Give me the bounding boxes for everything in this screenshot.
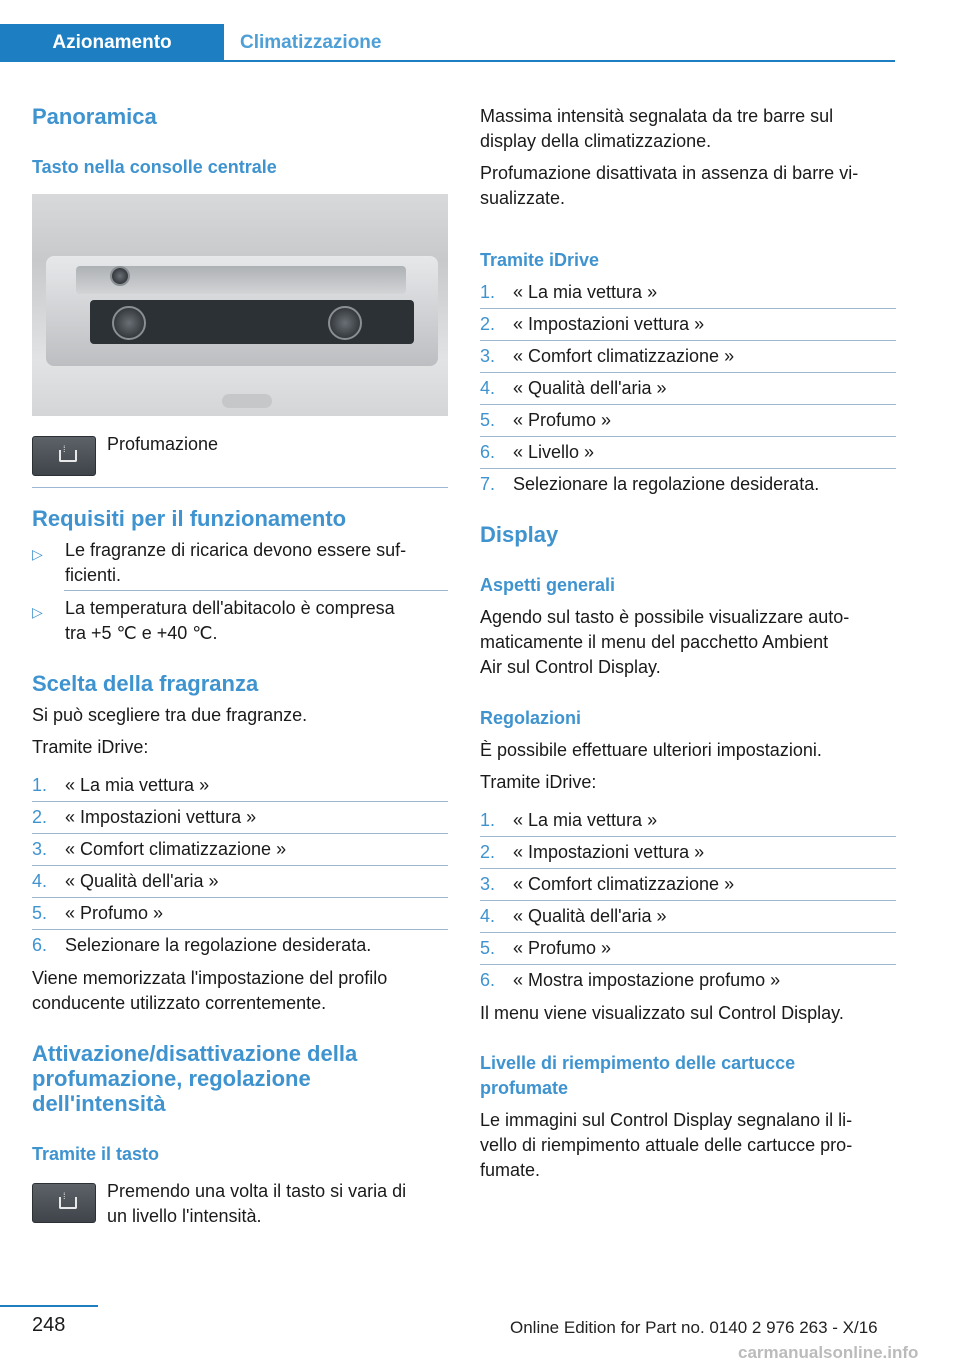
divider [480, 436, 896, 437]
list-item-label: « Impostazioni vettura » [513, 842, 705, 862]
list-number: 3. [480, 346, 496, 366]
divider [32, 865, 448, 866]
list-number: 4. [32, 871, 48, 891]
tab-climatizzazione[interactable]: Climatizzazione [240, 32, 382, 53]
heading-requisiti: Requisiti per il funzionamento [32, 506, 347, 531]
left-knob [112, 306, 146, 340]
list-item: ▷ La temperatura dell'abitacolo è compresa tra +5 ℃ e +40 ℃. [32, 598, 395, 643]
heading-livelli: profumate [480, 1078, 569, 1098]
divider [480, 868, 896, 869]
list-item [32, 773, 448, 798]
paragraph: conducente utilizzato correntemente. [32, 993, 327, 1013]
divider [480, 372, 896, 373]
right-knob [328, 306, 362, 340]
paragraph: Tramite iDrive: [480, 772, 597, 792]
list-number: 4. [480, 378, 496, 398]
list-number: 1. [480, 282, 496, 302]
list-number: 3. [32, 839, 48, 859]
paragraph: Il menu viene visualizzato sul Control Display. [480, 1003, 844, 1023]
list-item [480, 376, 896, 401]
paragraph: Air sul Control Display. [480, 657, 661, 677]
list-item [32, 869, 448, 894]
divider [480, 964, 896, 965]
paragraph: un livello l'intensità. [107, 1206, 262, 1226]
list-item [480, 808, 896, 833]
list-item [32, 901, 448, 926]
paragraph: Tramite iDrive: [32, 737, 149, 757]
power-knob [110, 266, 130, 286]
list-number: 2. [480, 842, 496, 862]
list-number: 5. [32, 903, 48, 923]
heading-panoramica: Panoramica [32, 104, 157, 129]
heading-regolazioni: Regolazioni [480, 708, 582, 728]
list-item-label: « Profumo » [65, 903, 164, 923]
list-number: 3. [480, 874, 496, 894]
list-item-label: Selezionare la regolazione desiderata. [513, 474, 820, 494]
list-item [480, 904, 896, 929]
divider [64, 590, 448, 591]
paragraph: È possibile effettuare ulteriori impostazioni. [480, 740, 822, 760]
paragraph: Viene memorizzata l'impostazione del profilo [32, 968, 388, 988]
list-item [480, 840, 896, 865]
list-number: 5. [480, 410, 496, 430]
console-photo [32, 194, 448, 416]
list-item-label: « Qualità dell'aria » [513, 378, 667, 398]
triangle-bullet-icon: ▷ [32, 604, 43, 620]
divider [480, 900, 896, 901]
list-item-label: Selezionare la regolazione desiderata. [65, 935, 372, 955]
list-item [480, 408, 896, 433]
list-number: 1. [480, 810, 496, 830]
divider [480, 932, 896, 933]
divider [480, 340, 896, 341]
list-number: 2. [480, 314, 496, 334]
list-item [32, 837, 448, 862]
icon-label-profumazione: Profumazione [107, 434, 219, 454]
list-item [480, 968, 896, 993]
list-item-label: « Comfort climatizzazione » [65, 839, 287, 859]
list-number: 4. [480, 906, 496, 926]
list-item-label: « Qualità dell'aria » [65, 871, 219, 891]
paragraph: vello di riempimento attuale delle cartucce pro‐ [480, 1135, 853, 1155]
triangle-bullet-icon: ▷ [32, 546, 43, 562]
heading-tramite-idrive: Tramite iDrive [480, 250, 600, 270]
divider [32, 487, 448, 488]
list-item-label: « Profumo » [513, 410, 612, 430]
watermark: carmanualsonline.info [738, 1343, 919, 1362]
list-item [480, 440, 896, 465]
paragraph: Le immagini sul Control Display segnalano il li‐ [480, 1110, 853, 1130]
list-item-label: « La mia vettura » [513, 282, 658, 302]
list-item-label: « Qualità dell'aria » [513, 906, 667, 926]
divider [480, 468, 896, 469]
list-item-label: « La mia vettura » [65, 775, 210, 795]
list-number: 6. [480, 442, 496, 462]
list-item-label: « Comfort climatizzazione » [513, 346, 735, 366]
vent [222, 394, 272, 408]
divider [480, 308, 896, 309]
list-item [32, 805, 448, 830]
edition-text: Online Edition for Part no. 0140 2 976 263 - X/16 [510, 1318, 878, 1337]
divider [32, 801, 448, 802]
list-item-label: « Impostazioni vettura » [65, 807, 257, 827]
paragraph: Profumazione disattivata in assenza di barre vi‐ [480, 163, 859, 183]
list-number: 6. [32, 935, 48, 955]
heading-display: Display [480, 522, 559, 547]
heading-livelli: Livelle di riempimento delle cartucce [480, 1053, 796, 1073]
list-item-label: « Profumo » [513, 938, 612, 958]
list-number: 1. [32, 775, 48, 795]
paragraph: display della climatizzazione. [480, 131, 712, 151]
page-number: 248 [32, 1314, 66, 1336]
list-number: 2. [32, 807, 48, 827]
heading-attivazione: profumazione, regolazione [32, 1066, 311, 1091]
list-item [480, 344, 896, 369]
divider [32, 833, 448, 834]
paragraph: Massima intensità segnalata da tre barre sul [480, 106, 834, 126]
paragraph: sualizzate. [480, 188, 566, 208]
divider [480, 836, 896, 837]
heading-attivazione: Attivazione/disattivazione della [32, 1041, 358, 1066]
list-item-label: « La mia vettura » [513, 810, 658, 830]
heading-attivazione: dell'intensità [32, 1091, 166, 1116]
fragrance-button-icon: ⁞ [32, 436, 96, 476]
heading-aspetti: Aspetti generali [480, 575, 616, 595]
paragraph: Premendo una volta il tasto si varia di [107, 1181, 407, 1201]
list-item-label: « Mostra impostazione profumo » [513, 970, 781, 990]
list-item [480, 280, 896, 305]
header-rule [0, 60, 895, 62]
divider [32, 929, 448, 930]
list-item: ▷ Le fragranze di ricarica devono essere suf‐ ficienti. [32, 540, 407, 585]
list-number: 5. [480, 938, 496, 958]
paragraph: Agendo sul tasto è possibile visualizzare auto‐ [480, 607, 850, 627]
heading-scelta: Scelta della fragranza [32, 671, 259, 696]
divider [480, 404, 896, 405]
paragraph: Si può scegliere tra due fragranze. [32, 705, 308, 725]
list-item [32, 933, 448, 958]
list-number: 6. [480, 970, 496, 990]
list-item-label: « Livello » [513, 442, 595, 462]
list-item [480, 312, 896, 337]
fragrance-button-icon: ⁞ [32, 1183, 96, 1223]
list-number: 7. [480, 474, 496, 494]
footer-rule [0, 1305, 98, 1307]
paragraph: maticamente il menu del pacchetto Ambient [480, 632, 829, 652]
list-item-label: « Comfort climatizzazione » [513, 874, 735, 894]
heading-tramite-tasto: Tramite il tasto [32, 1144, 160, 1164]
list-item-label: « Impostazioni vettura » [513, 314, 705, 334]
list-item [480, 872, 896, 897]
list-item [480, 472, 896, 497]
list-item [480, 936, 896, 961]
tab-azionamento[interactable]: Azionamento [0, 24, 224, 62]
paragraph: fumate. [480, 1160, 541, 1180]
divider [32, 897, 448, 898]
heading-tasto: Tasto nella consolle centrale [32, 157, 277, 177]
